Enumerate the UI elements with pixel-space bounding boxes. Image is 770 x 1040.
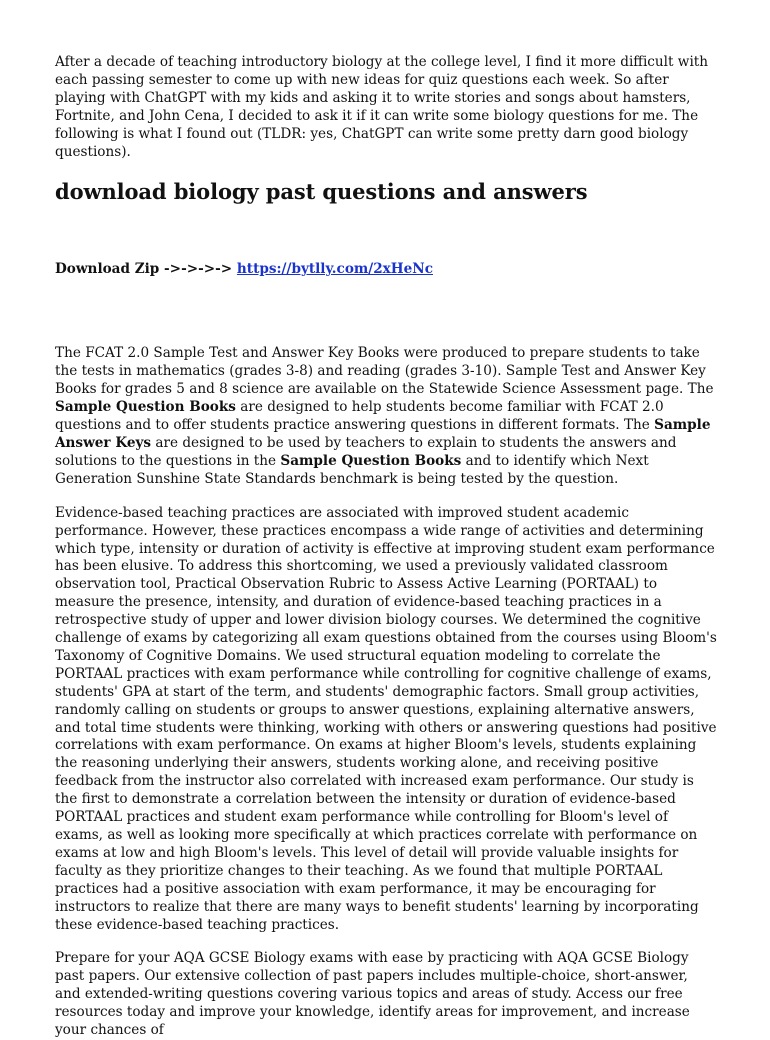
fcat-text-3: are designed to be used by teachers to explain to students the answers and solutions to the questions in the [55,434,677,469]
download-link[interactable]: https://bytlly.com/2xHeNc [236,261,433,278]
fcat-text-2: are designed to help students become familiar with FCAT 2.0 questions and to offer students practice answering questions in different formats. The [55,399,664,434]
fcat-bold-sample-question-books-2: Sample Question Books [280,452,462,469]
document-page [55,54,717,1040]
fcat-text-4: and to identify which Next Generation Sunshine State Standards benchmark is being tested by the question. [55,452,649,487]
download-label: Download Zip ->->->-> [55,261,237,278]
fcat-bold-sample-answer-keys: Sample Answer Keys [55,417,711,451]
page-title: download biology past questions and answers [55,179,588,205]
fcat-text-1: The FCAT 2.0 Sample Test and Answer Key Books were produced to prepare students to take the tests in mathematics (grades 3-8) and reading (grades 3-10). Sample Test and Answer Key Books for grades 5 and 8 science are available on the Statewide Science Assessment page. The [55,345,714,398]
download-line [55,260,717,278]
fcat-bold-sample-question-books: Sample Question Books [55,399,236,416]
fcat-paragraph [55,345,717,488]
intro-paragraph: After a decade of teaching introductory biology at the college level, I find it more difficult with each passing semester to come up with new ideas for quiz questions each week. So after playing with ChatGPT with my kids and asking it to write stories and songs about hamsters, Fortnite, and John Cena, I decided to ask it if it can write some biology questions for me. The following is what I found out (TLDR: yes, ChatGPT can write some pretty darn good biology questions). [55,54,709,160]
aqa-paragraph: Prepare for your AQA GCSE Biology exams with ease by practicing with AQA GCSE Biology past papers. Our extensive collection of past papers includes multiple-choice, short-answer, and extended-writing questions covering various topics and areas of study. Access our free resources today and improve your knowledge, identify areas for improvement, and increase your chances of [55,950,690,1039]
evidence-based-paragraph: Evidence-based teaching practices are associated with improved student academic performance. However, these practices encompass a wide range of activities and determining which type, intensity or duration of activity is effective at improving student exam performance has been elusive. To address this shortcoming, we used a previously validated classroom observation tool, Practical Observation Rubric to Assess Active Learning (PORTAAL) to measure the presence, intensity, and duration of evidence-based teaching practices in a retrospective study of upper and lower division biology courses. We determined the cognitive challenge of exams by categorizing all exam questions obtained from the courses using Bloom's Taxonomy of Cognitive Domains. We used structural equation modeling to correlate the PORTAAL practices with exam performance while controlling for cognitive challenge of exams, students' GPA at start of the term, and students' demographic factors. Small group activities, randomly calling on students or groups to answer questions, explaining alternative answers, and total time students were thinking, working with others or answering questions had positive correlations with exam performance. On exams at higher Bloom's levels, students explaining the reasoning underlying their answers, students working alone, and receiving positive feedback from the instructor also correlated with increased exam performance. Our study is the first to demonstrate a correlation between the intensity or duration of evidence-based PORTAAL practices and student exam performance while controlling for Bloom's level of exams, as well as looking more specifically at which practices correlate with performance on exams at low and high Bloom's levels. This level of detail will provide valuable insights for faculty as they prioritize changes to their teaching. As we found that multiple PORTAAL practices had a positive association with exam performance, it may be encouraging for instructors to realize that there are many ways to benefit students' learning by incorporating these evidence-based teaching practices. [55,504,717,933]
